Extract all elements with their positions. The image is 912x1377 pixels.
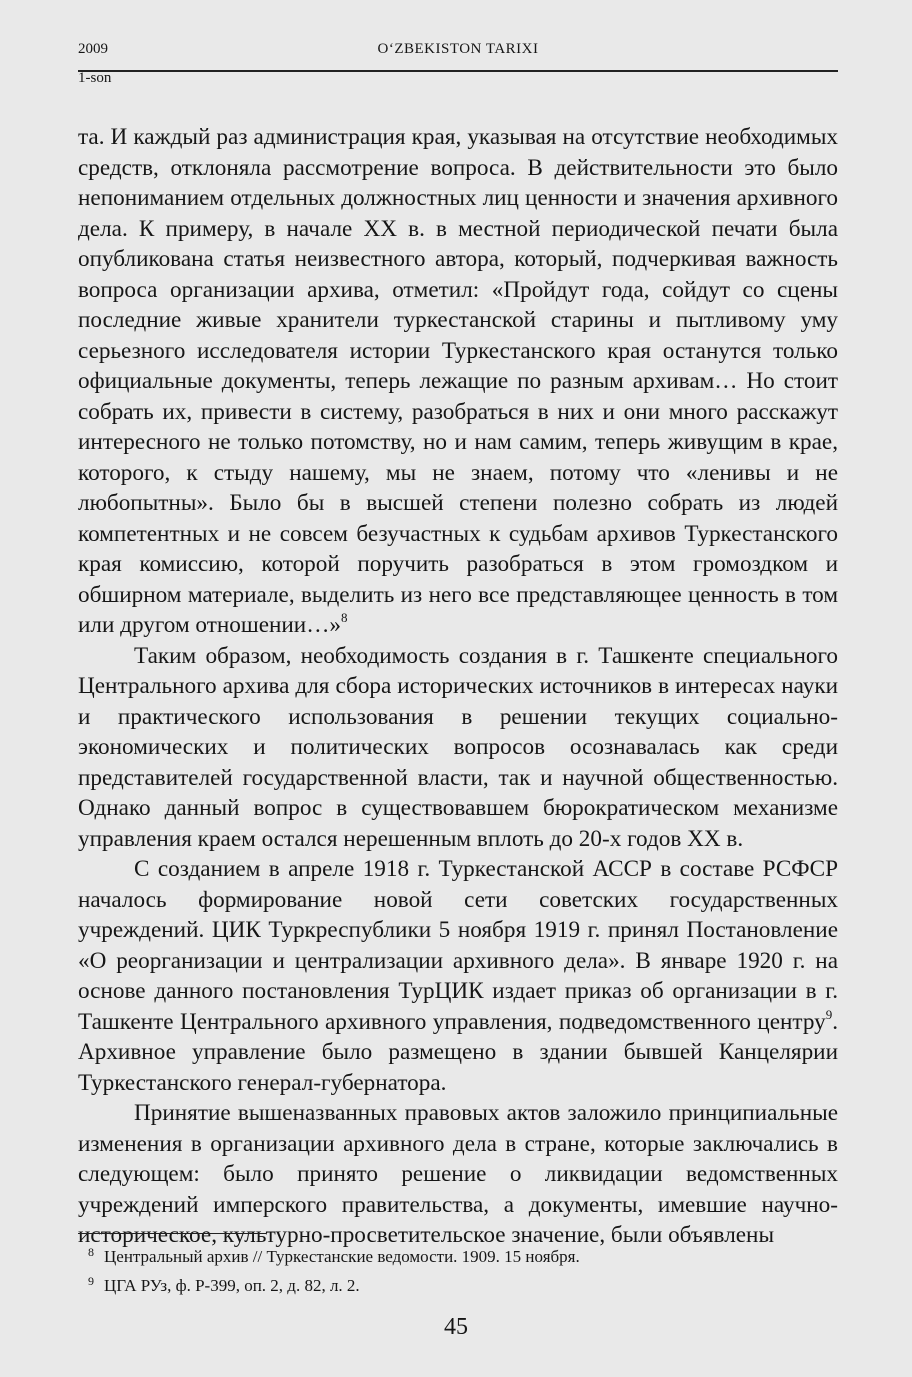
header-year: 2009 (78, 41, 108, 57)
paragraph-1: та. И каждый раз администрация края, указывая на отсутствие необходимых средств, отклоняла рассмотрение вопроса. В действительности это было непониманием отдельных должностных лиц ценности и значения архивного дела. К примеру, в начале XX в. в местной периодической печати была опубликована статья неизвестного автора, который, подчеркивая важность вопроса организации архива, отметил: «Пройдут года, сойдут со сцены последние живые хранители туркестанской старины и пытливому уму серьезного исследователя истории Туркестанского края останутся только официальные документы, теперь лежащие по разным архивам… Но стоит собрать их, привести в систему, разобраться в них и они много расскажут интересного не только потомству, но и нам самим, теперь живущим в крае, которого, к стыду нашему, мы не знаем, потому что «ленивы и не любопытны». Было бы в высшей степени полезно собрать из людей компетентных и не совсем безучастных к судьбам архивов Туркестанского края комиссию, которой поручить разобраться в этом громоздком и обширном материале, выделить из него все представляющее ценность в том или другом отношении…»$^8$ (78, 124, 838, 638)
running-header (78, 40, 838, 72)
paragraph-4: Принятие вышеназванных правовых актов заложило принципиальные изменения в организации архивного дела в стране, которые заключались в следующем: было принято решение о ликвидации ведомственных учреждений имперского правительства, а документы, имевшие научно-историческое, культурно-просветительское значение, были объявлены (78, 1100, 838, 1248)
footnotes (78, 1240, 838, 1298)
paragraph-2: Таким образом, необходимость создания в г. Ташкенте специального Центрального архива для сбора исторических источников в интересах науки и практического использования в решении текущих социально-экономических и политических вопросов осознавалась как среди представителей государственной власти, так и научной общественностью. Однако данный вопрос в существовавшем бюрократическом механизме управления краем остался нерешенным вплоть до 20-х годов XX в. (78, 642, 838, 852)
article-body (78, 122, 838, 1251)
header-journal-title: O‘ZBEKISTON TARIXI (377, 41, 539, 57)
paragraph-3: С созданием в апреле 1918 г. Туркестанской АССР в составе РСФСР началось формирование новой сети советских государственных учреждений. ЦИК Туркреспублики 5 ноября 1919 г. принял Постановление «О реорганизации и централизации архивного дела». В январе 1920 г. на основе данного постановления ТурЦИК издает приказ об организации в г. Ташкенте Центрального архивного управления, подведомственного центру$^9$. Архивное управление было размещено в здании бывшей Канцелярии Туркестанского генерал-губернатора. (78, 856, 838, 1096)
footnote-divider (78, 1233, 266, 1234)
footnote-ref-8: 8 (341, 610, 348, 625)
footnote-9: 9 ЦГА РУз, ф. Р-399, оп. 2, д. 82, л. 2. (88, 1274, 360, 1295)
footnote-ref-9: 9 (825, 1006, 833, 1022)
page-number: 45 (444, 1314, 468, 1340)
header-issue: 1-son (78, 70, 112, 86)
footnote-8: 8 Центральный архив // Туркестанские ведомости. 1909. 15 ноября. (88, 1245, 580, 1266)
